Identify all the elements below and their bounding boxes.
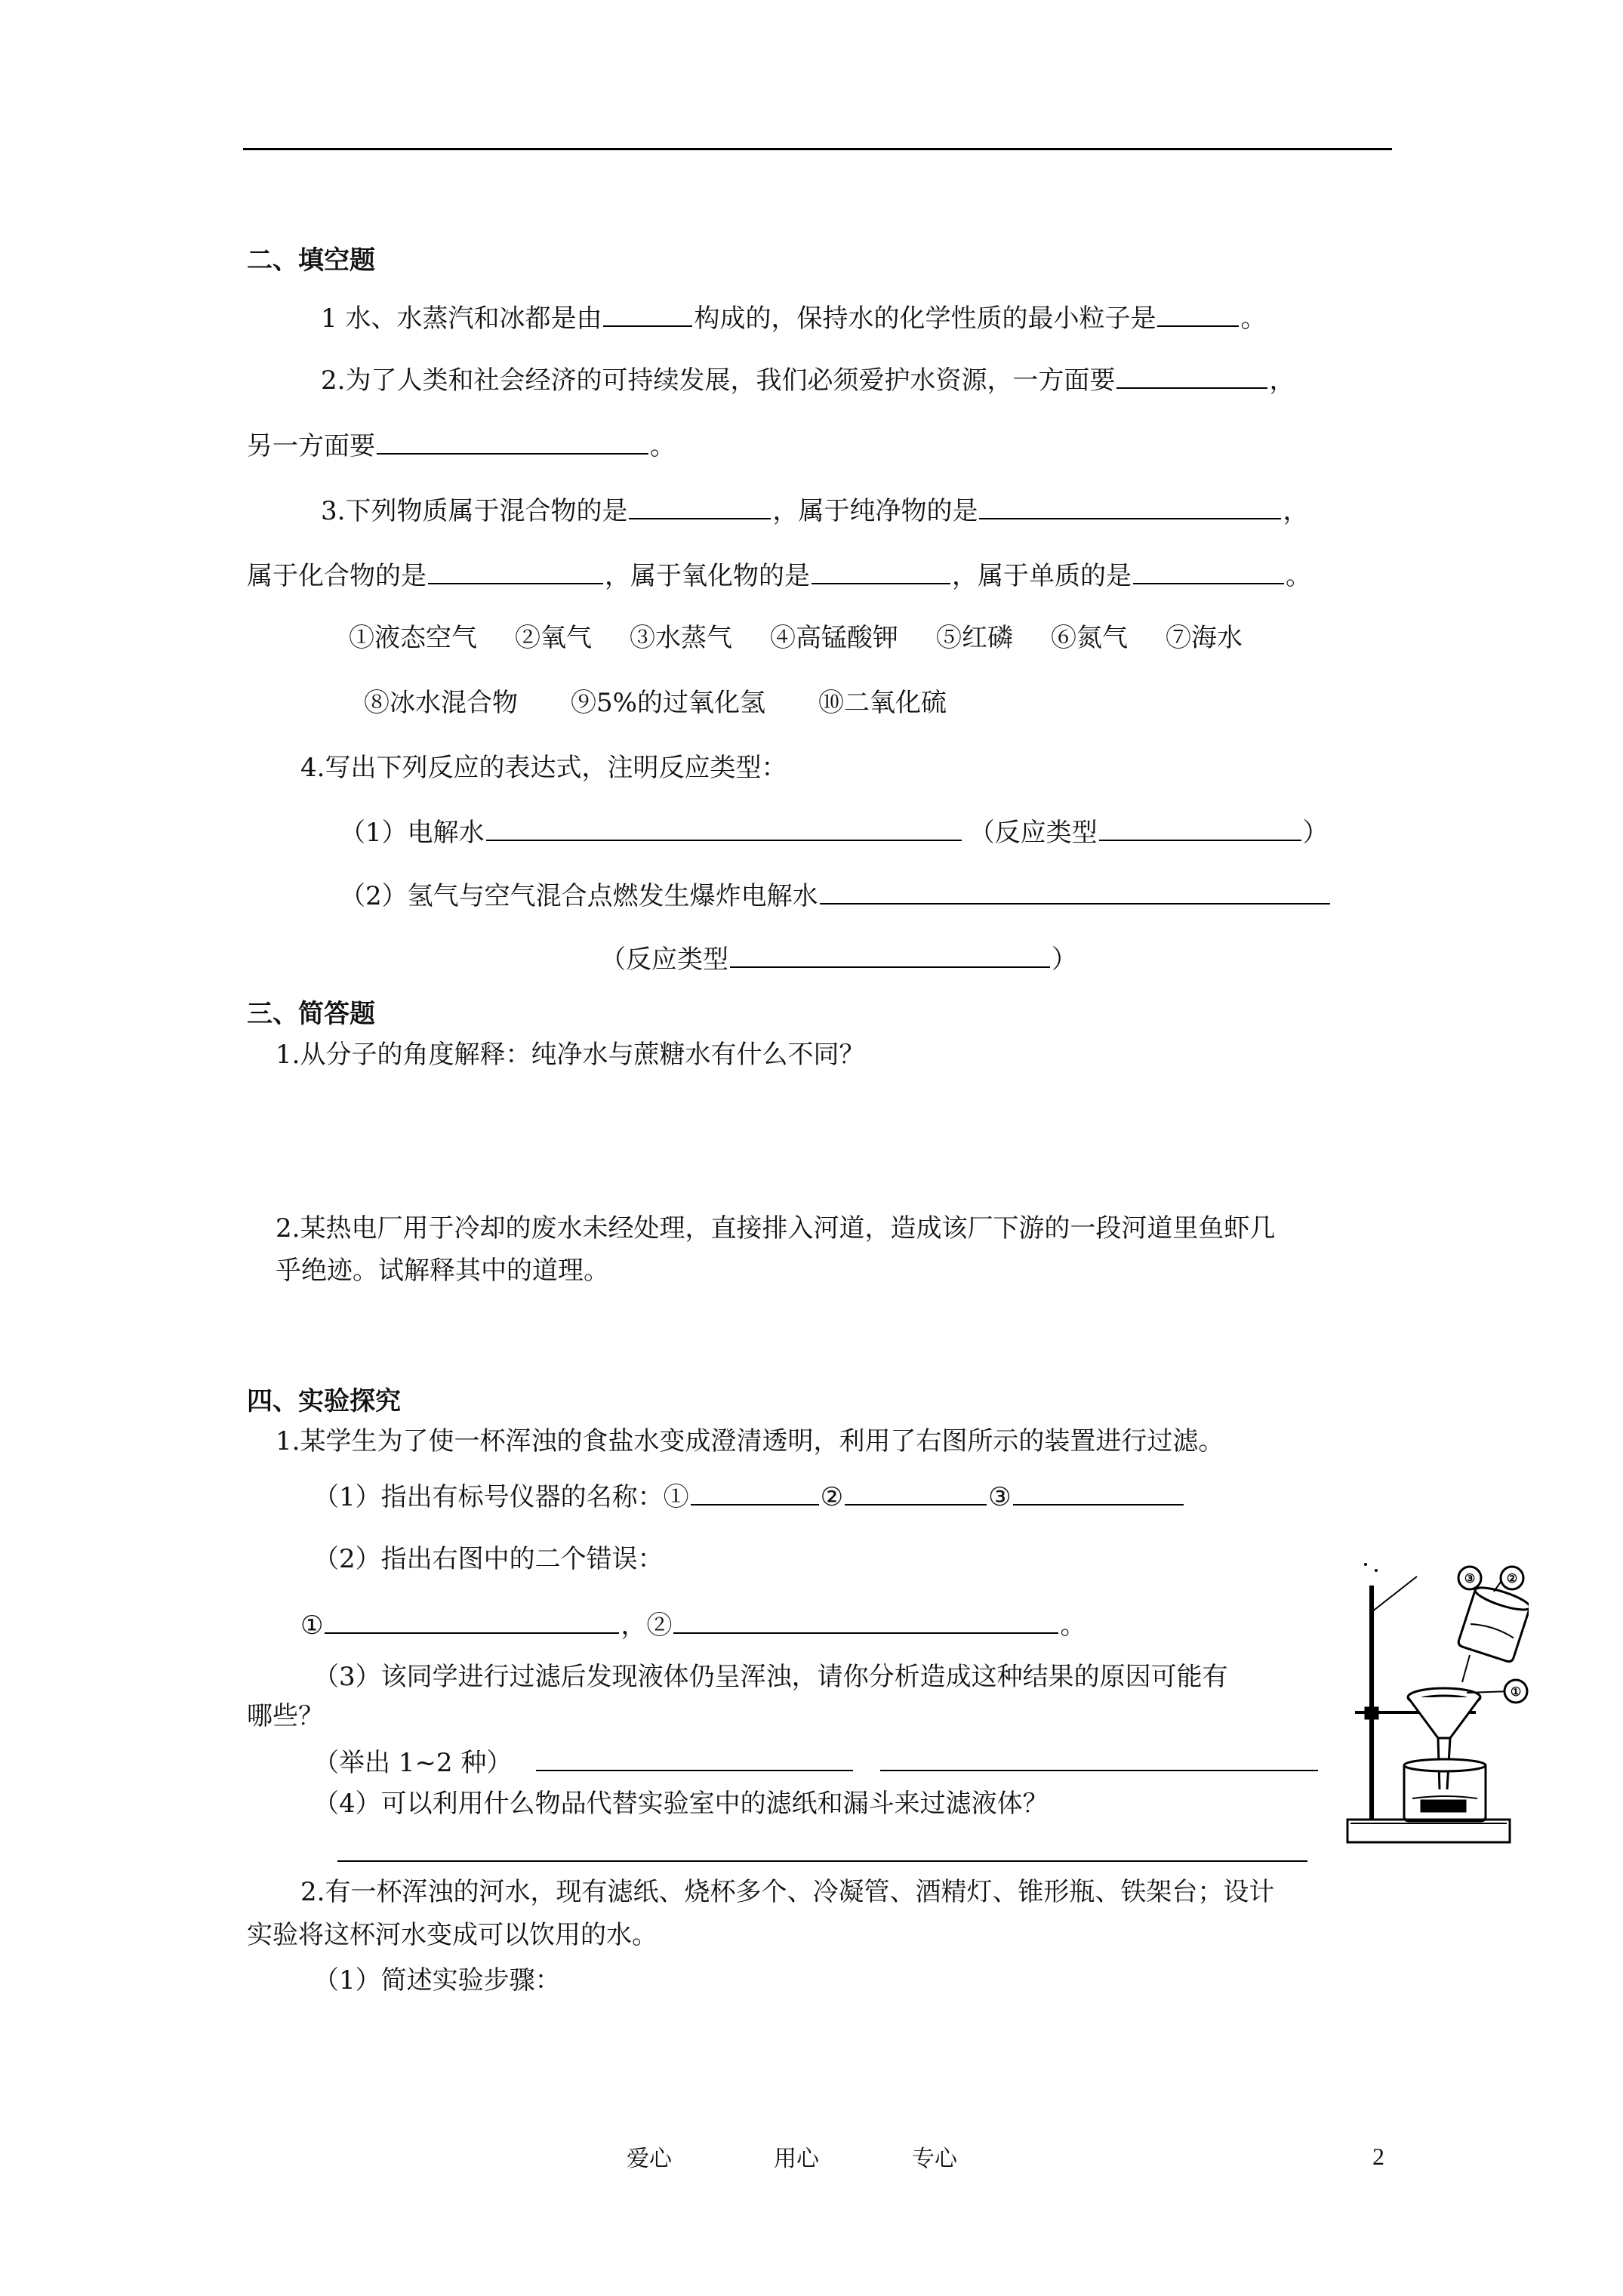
- option-4: ④高锰酸钾: [770, 623, 898, 653]
- s2-q3-line1-suffix: ，: [1283, 496, 1309, 526]
- s4-q1-sub4: （4）可以利用什么物品代替实验室中的滤纸和漏斗来过滤液体？: [313, 1789, 1049, 1819]
- s2-q3-blank-element[interactable]: [1133, 557, 1284, 584]
- s4-q1-sub1-blank-2[interactable]: [845, 1478, 987, 1505]
- s4-q2-sub1: （1）简述实验步骤：: [313, 1965, 561, 1996]
- s4-q1-sub2-blank-1[interactable]: [325, 1607, 619, 1634]
- s4-q2-line2: 实验将这杯河水变成可以饮用的水。: [247, 1920, 658, 1950]
- option-8: ⑧冰水混合物: [364, 688, 518, 718]
- s4-q1-sub1-blank-3[interactable]: [1013, 1478, 1184, 1505]
- option-2: ②氧气: [515, 623, 592, 653]
- s2-q3-line1: [321, 492, 1308, 529]
- section2-title: 二、填空题: [247, 245, 375, 276]
- s2-q1: [321, 300, 1266, 336]
- s2-q3-options-row1: [349, 621, 1243, 655]
- s2-q4-sub2-blank[interactable]: [820, 877, 1330, 905]
- s4-q1-sub2-end: 。: [1060, 1610, 1086, 1641]
- s2-q4-sub2-prefix: （2）氢气与空气混合点燃发生爆炸电解水: [340, 881, 818, 911]
- s3-q2-line1: 2.某热电厂用于冷却的废水未经处理，直接排入河道，造成该厂下游的一段河道里鱼虾几: [276, 1213, 1276, 1244]
- header-rule: [243, 148, 1392, 150]
- s2-q3-blank-oxide[interactable]: [812, 557, 950, 584]
- s4-q1-sub2-sep: ，②: [621, 1610, 673, 1641]
- s2-q2-blank-2[interactable]: [377, 427, 648, 455]
- s4-q1-sub1-prefix: （1）指出有标号仪器的名称：①: [313, 1482, 689, 1512]
- s2-q4-sub2-type-prefix: （反应类型: [600, 945, 728, 975]
- s2-q4-sub1-type-suffix: ）: [1302, 818, 1329, 848]
- s2-q3-line2-mid1: ，属于氧化物的是: [605, 561, 810, 591]
- option-9: ⑨5%的过氧化氢: [571, 688, 765, 718]
- option-5: ⑤红磷: [936, 623, 1013, 653]
- s2-q4-sub2: [340, 877, 1332, 914]
- option-6: ⑥氮气: [1051, 623, 1128, 653]
- s2-q3-blank-mixture[interactable]: [629, 492, 771, 519]
- s4-q1-sub3-line1: （3）该同学进行过滤后发现液体仍呈浑浊，请你分析造成这种结果的原因可能有: [313, 1662, 1228, 1692]
- s2-q4-sub1-type-blank[interactable]: [1099, 814, 1301, 841]
- s4-q1-sub1-m3: ③: [988, 1482, 1012, 1512]
- s4-q1-sub1-blank-1[interactable]: [691, 1478, 819, 1505]
- option-3: ③水蒸气: [630, 623, 732, 653]
- s2-q3-line2: [247, 557, 1311, 593]
- s2-q3-line1-prefix: 3.下列物质属于混合物的是: [321, 496, 628, 526]
- s2-q2-line2-suffix: 。: [650, 431, 676, 461]
- s2-q4-sub1-type-prefix: （反应类型: [969, 818, 1098, 848]
- s3-q2-line2: 乎绝迹。试解释其中的道理。: [276, 1256, 609, 1286]
- s4-q1-sub2-blank-2[interactable]: [673, 1607, 1058, 1634]
- s2-q4-sub1-blank[interactable]: [486, 814, 962, 841]
- s2-q3-line1-mid: ，属于纯净物的是: [772, 496, 978, 526]
- s2-q2-line1-prefix: 2.为了人类和社会经济的可持续发展，我们必须爱护水资源，一方面要: [321, 365, 1116, 396]
- s4-q1-sub4-blank[interactable]: [337, 1835, 1307, 1862]
- s4-q1-sub1-m2: ②: [820, 1482, 844, 1512]
- s2-q4-sub2-type: [600, 941, 1077, 977]
- s2-q1-suffix: 。: [1240, 304, 1267, 334]
- s4-q1-sub3-blank-1[interactable]: [536, 1744, 853, 1771]
- s2-q4-sub2-type-blank[interactable]: [730, 941, 1050, 968]
- s2-q1-blank-2[interactable]: [1157, 300, 1239, 327]
- s4-q2-line1: 2.有一杯浑浊的河水，现有滤纸、烧杯多个、冷凝管、酒精灯、锥形瓶、铁架台；设计: [300, 1877, 1275, 1907]
- s2-q4-sub2-type-suffix: ）: [1052, 945, 1077, 975]
- s2-q2-line2-prefix: 另一方面要: [247, 431, 375, 461]
- receiving-beaker: [1404, 1765, 1486, 1821]
- s2-q1-prefix: 1 水、水蒸汽和冰都是由: [321, 304, 602, 334]
- page-number: 2: [1372, 2143, 1384, 2170]
- option-10: ⑩二氧化硫: [818, 688, 947, 718]
- s2-q4-sub1: [340, 814, 1329, 850]
- s2-q1-blank-1[interactable]: [603, 300, 692, 327]
- s2-q3-line2-prefix: 属于化合物的是: [247, 561, 427, 591]
- s3-q1: 1.从分子的角度解释：纯净水与蔗糖水有什么不同？: [276, 1040, 865, 1070]
- s2-q2-blank-1[interactable]: [1116, 362, 1267, 389]
- filtration-apparatus-figure: [1332, 1540, 1529, 1850]
- s2-q3-options-row2: [364, 686, 947, 720]
- marker-2-label: ②: [1506, 1573, 1518, 1586]
- s2-q3-blank-compound[interactable]: [428, 557, 603, 584]
- s2-q2-line2: [247, 427, 676, 464]
- s4-q1-sub3-line3: [313, 1744, 1320, 1780]
- s4-q1-intro: 1.某学生为了使一杯浑浊的食盐水变成澄清透明，利用了右图所示的装置进行过滤。: [276, 1426, 1224, 1456]
- footer-item-2: 用心: [774, 2146, 819, 2172]
- s4-q1-sub1: [313, 1478, 1185, 1515]
- s4-q1-sub4-answer: [336, 1835, 1309, 1871]
- section3-title: 三、简答题: [247, 999, 375, 1029]
- s4-q1-sub3-line2: 哪些？: [247, 1701, 324, 1731]
- option-7: ⑦海水: [1166, 623, 1243, 653]
- s4-q1-sub2-answers: [300, 1607, 1086, 1643]
- section4-title: 四、实验探究: [247, 1386, 401, 1416]
- s2-q4-intro: 4.写出下列反应的表达式，注明反应类型：: [300, 753, 787, 783]
- footer-item-3: 专心: [912, 2146, 957, 2172]
- s2-q1-mid: 构成的，保持水的化学性质的最小粒子是: [694, 304, 1156, 334]
- s2-q3-line2-mid2: ，属于单质的是: [952, 561, 1132, 591]
- footer-item-1: 爱心: [627, 2146, 672, 2172]
- s4-q1-sub3-blank-2[interactable]: [880, 1744, 1318, 1771]
- s2-q2-line1: [321, 362, 1295, 398]
- s4-q1-sub2-a: ①: [300, 1610, 324, 1641]
- s2-q3-line2-suffix: 。: [1286, 561, 1311, 591]
- s2-q4-sub1-prefix: （1）电解水: [340, 818, 485, 848]
- marker-3-label: ③: [1464, 1573, 1476, 1586]
- option-1: ①液态空气: [349, 623, 477, 653]
- s2-q3-blank-pure[interactable]: [979, 492, 1281, 519]
- marker-1-label: ①: [1510, 1686, 1522, 1699]
- s2-q2-line1-suffix: ，: [1269, 365, 1295, 396]
- s4-q1-sub2: （2）指出右图中的二个错误：: [313, 1544, 664, 1574]
- s4-q1-sub3-label: （举出 1~2 种）: [313, 1748, 513, 1778]
